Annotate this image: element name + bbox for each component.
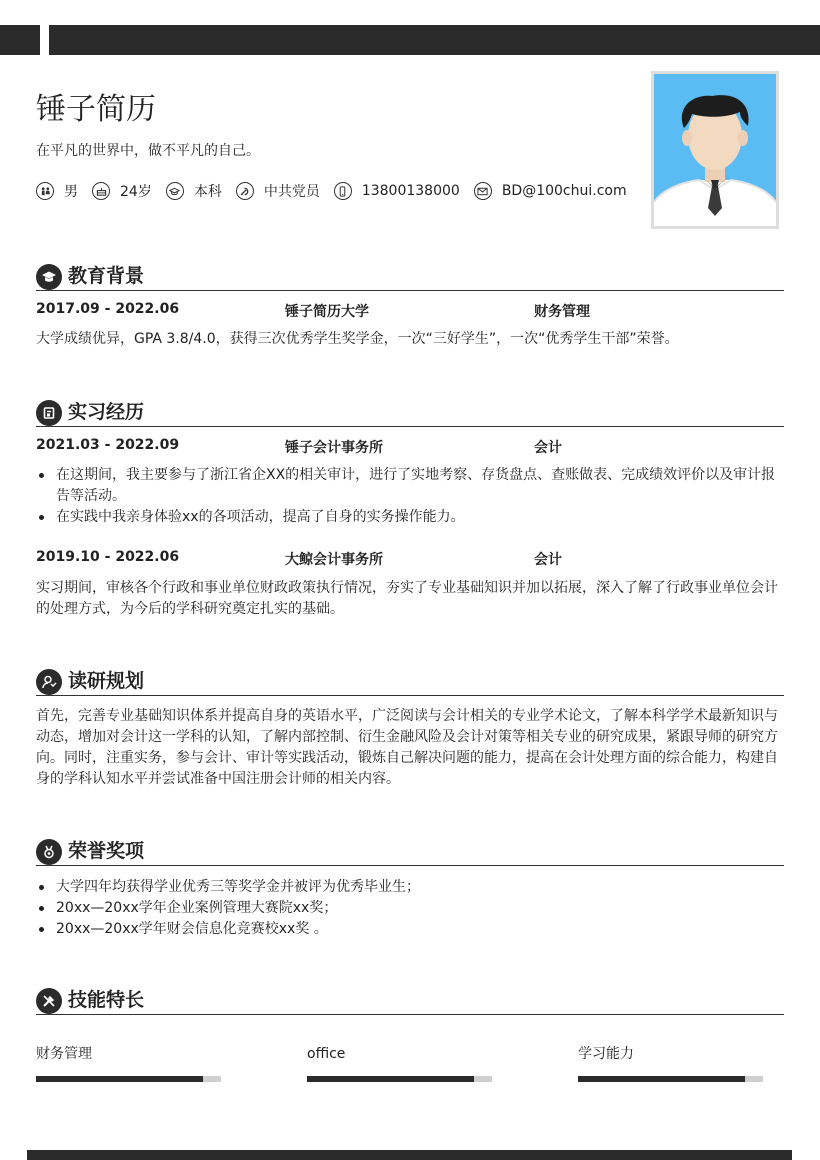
top-bar-left-block xyxy=(0,25,40,55)
section-header xyxy=(36,262,784,291)
personal-info-row xyxy=(36,181,641,201)
section-skills xyxy=(36,986,784,1015)
section-study-plan xyxy=(36,667,784,790)
internship-entry-head xyxy=(36,437,784,457)
section-title: 荣誉奖项 xyxy=(68,840,145,862)
graduation-cap-icon xyxy=(166,182,184,200)
section-education xyxy=(36,262,784,350)
briefcase-icon xyxy=(36,400,62,426)
entry-date: 2017.09 - 2022.06 xyxy=(36,301,180,317)
list-item: 大学四年均获得学业优秀三等奖学金并被评为优秀毕业生； xyxy=(36,877,784,898)
skill-item xyxy=(307,1044,492,1064)
info-email xyxy=(474,182,627,200)
gender-icon xyxy=(36,182,54,200)
resume-name: 锤子简历 xyxy=(36,92,156,127)
section-header xyxy=(36,398,784,427)
entry-date: 2019.10 - 2022.06 xyxy=(36,549,180,565)
entry-role: 财务管理 xyxy=(534,304,590,320)
skill-label: 财务管理 xyxy=(36,1046,92,1062)
list-item: 在实践中我亲身体验xx的各项活动，提高了自身的实务操作能力。 xyxy=(36,507,784,528)
entry-bullets xyxy=(36,465,784,528)
section-title: 读研规划 xyxy=(68,670,145,692)
phone-text: 13800138000 xyxy=(361,183,460,199)
email-text: BD@100chui.com xyxy=(501,183,627,199)
entry-date: 2021.03 - 2022.09 xyxy=(36,437,180,453)
honors-list xyxy=(36,877,784,940)
entry-description: 实习期间，审核各个行政和事业单位财政政策执行情况，夯实了专业基础知识并加以拓展，深入了解了行政事业单位会计的处理方式，为今后的学科研究奠定扎实的基础。 xyxy=(36,580,778,617)
section-title: 教育背景 xyxy=(68,265,145,287)
section-title: 技能特长 xyxy=(68,989,145,1011)
list-item: 20xx—20xx学年企业案例管理大赛院xx奖； xyxy=(36,898,784,919)
entry-role: 会计 xyxy=(534,440,562,456)
internship-entry-head xyxy=(36,549,784,569)
skill-bar-fill xyxy=(36,1076,203,1082)
skill-item xyxy=(578,1044,763,1064)
avatar-illustration xyxy=(654,74,776,226)
party-text: 中共党员 xyxy=(263,184,320,200)
skill-bar-fill xyxy=(307,1076,474,1082)
section-header xyxy=(36,667,784,696)
profile-photo xyxy=(651,71,779,229)
list-item: 在这期间，我主要参与了浙江省企XX的相关审计，进行了实地考察、存货盘点、查账做表、完成绩效评价以及审计报告等活动。 xyxy=(36,465,784,507)
info-party xyxy=(236,181,320,201)
education-text: 本科 xyxy=(193,184,222,200)
skill-label: 学习能力 xyxy=(578,1046,634,1062)
section-internship xyxy=(36,398,784,620)
section-title: 实习经历 xyxy=(68,401,145,423)
skill-bar-track xyxy=(307,1076,492,1082)
skill-item xyxy=(36,1044,221,1064)
section-header xyxy=(36,837,784,866)
info-phone xyxy=(334,182,460,200)
info-gender xyxy=(36,181,78,201)
gender-text: 男 xyxy=(64,184,78,200)
entry-org: 大鲸会计事务所 xyxy=(285,552,383,568)
age-icon xyxy=(92,182,110,200)
party-icon xyxy=(236,182,254,200)
person-icon xyxy=(36,669,62,695)
section-header xyxy=(36,986,784,1015)
study-plan-description: 首先，完善专业基础知识体系并提高自身的英语水平，广泛阅读与会计相关的专业学术论文，了解本科学学术最新知识与动态，增加对会计这一学科的认知，了解内部控制、衍生金融风险及会计对策等相关专业的研究成果，紧跟导师的研究方向。同时，注重实务，参与会计、审计等实践活动，锻炼自己解决问题的能力，提高在会计处理方面的综合能力，构建自身的学科认知水平并尝试准备中国注册会计师的相关内容。 xyxy=(36,708,778,787)
skill-bar-track xyxy=(578,1076,763,1082)
entry-description: 大学成绩优异，GPA 3.8/4.0，获得三次优秀学生奖学金，一次“三好学生”，一次“优秀学生干部”荣誉。 xyxy=(36,331,679,347)
phone-icon xyxy=(334,182,352,200)
email-icon xyxy=(474,182,492,200)
list-item: 20xx—20xx学年财会信息化竞赛校xx奖 。 xyxy=(36,919,784,940)
skill-bar-track xyxy=(36,1076,221,1082)
medal-icon xyxy=(36,839,62,865)
skill-label: office xyxy=(307,1046,346,1062)
bottom-bar xyxy=(27,1150,792,1160)
motto: 在平凡的世界中，做不平凡的自己。 xyxy=(36,143,260,159)
education-entry-head xyxy=(36,301,784,321)
entry-org: 锤子会计事务所 xyxy=(285,440,383,456)
age-text: 24岁 xyxy=(120,184,152,200)
skills-list xyxy=(36,1044,784,1084)
graduation-cap-icon xyxy=(36,264,62,290)
entry-role: 会计 xyxy=(534,552,562,568)
info-education xyxy=(166,181,222,201)
section-honors xyxy=(36,837,784,940)
info-age xyxy=(92,181,152,201)
entry-org: 锤子简历大学 xyxy=(285,304,369,320)
tools-icon xyxy=(36,988,62,1014)
skill-bar-fill xyxy=(578,1076,745,1082)
top-bar xyxy=(49,25,820,55)
